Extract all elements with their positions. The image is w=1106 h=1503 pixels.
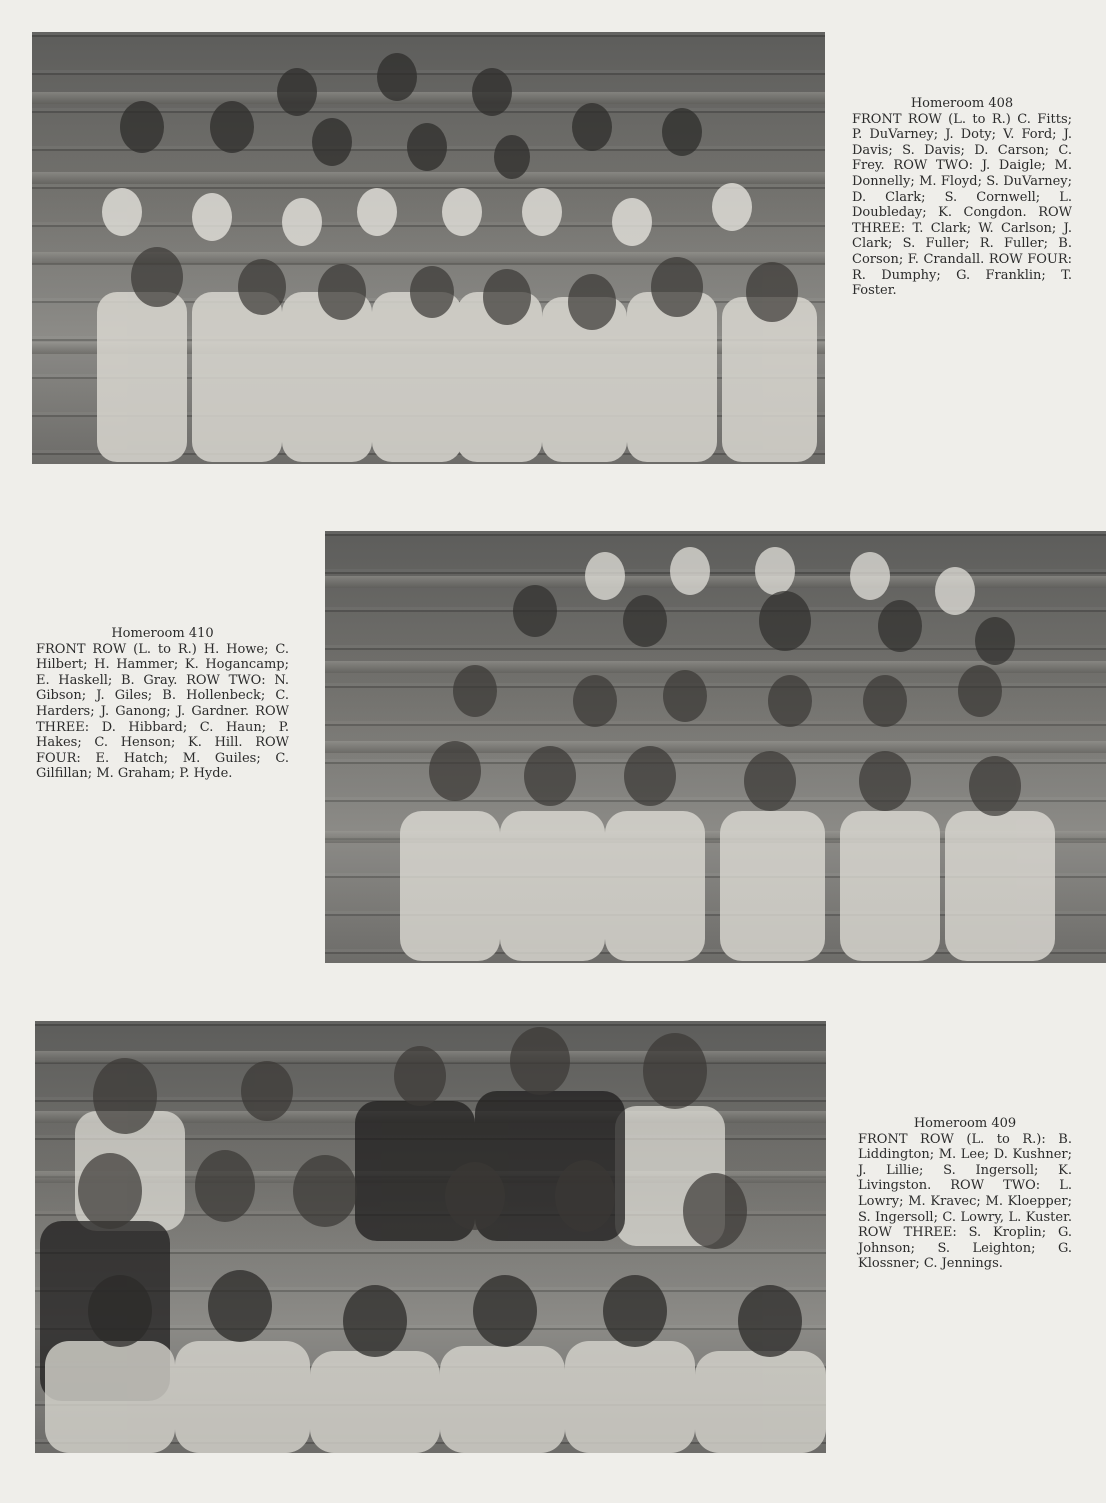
group-figures bbox=[32, 32, 825, 464]
homeroom-409-caption bbox=[858, 1116, 1072, 1272]
homeroom-408-caption bbox=[852, 96, 1072, 299]
homeroom-408-photo bbox=[32, 32, 825, 464]
homeroom-408-heading: Homeroom 408 bbox=[910, 96, 1014, 111]
group-figures bbox=[35, 1021, 826, 1453]
group-figures bbox=[325, 531, 1106, 963]
homeroom-409-photo bbox=[35, 1021, 826, 1453]
homeroom-409-names: FRONT ROW (L. to R.): B. Liddington; M. Lee; D. Kushner; J. Lillie; S. Ingersoll; K. Livingston. ROW TWO: L. Lowry; M. Kravec; M. Kloepper; S. Ingersoll; C. Lowry, L. Kuster. ROW THREE: S. Kroplin; G. Johnson; S. Leighton; G. Klossner; C. Jennings. bbox=[858, 1131, 1072, 1272]
homeroom-410-heading: Homeroom 410 bbox=[111, 626, 214, 641]
homeroom-410-caption bbox=[36, 626, 289, 782]
homeroom-410-photo bbox=[325, 531, 1106, 963]
homeroom-410-names: FRONT ROW (L. to R.) H. Howe; C. Hilbert; H. Hammer; K. Hogancamp; E. Haskell; B. Gray. ROW TWO: N. Gibson; J. Giles; B. Hollenbeck; C. Harders; J. Ganong; J. Gardner. ROW THREE: D. Hibbard; C. Haun; P. Hakes; C. Henson; K. Hill. ROW FOUR: E. Hatch; M. Guiles; C. Gilfillan; M. Graham; P. Hyde. bbox=[36, 641, 289, 782]
homeroom-409-heading: Homeroom 409 bbox=[913, 1116, 1017, 1131]
homeroom-408-names: FRONT ROW (L. to R.) C. Fitts; P. DuVarney; J. Doty; V. Ford; J. Davis; S. Davis; D. Carson; C. Frey. ROW TWO: J. Daigle; M. Donnelly; M. Floyd; S. DuVarney; D. Clark; S. Cornwell; L. Doubleday; K. Congdon. ROW THREE: T. Clark; W. Carlson; J. Clark; S. Fuller; R. Fuller; B. Corson; F. Crandall. ROW FOUR: R. Dumphy; G. Franklin; T. Foster. bbox=[852, 111, 1072, 299]
